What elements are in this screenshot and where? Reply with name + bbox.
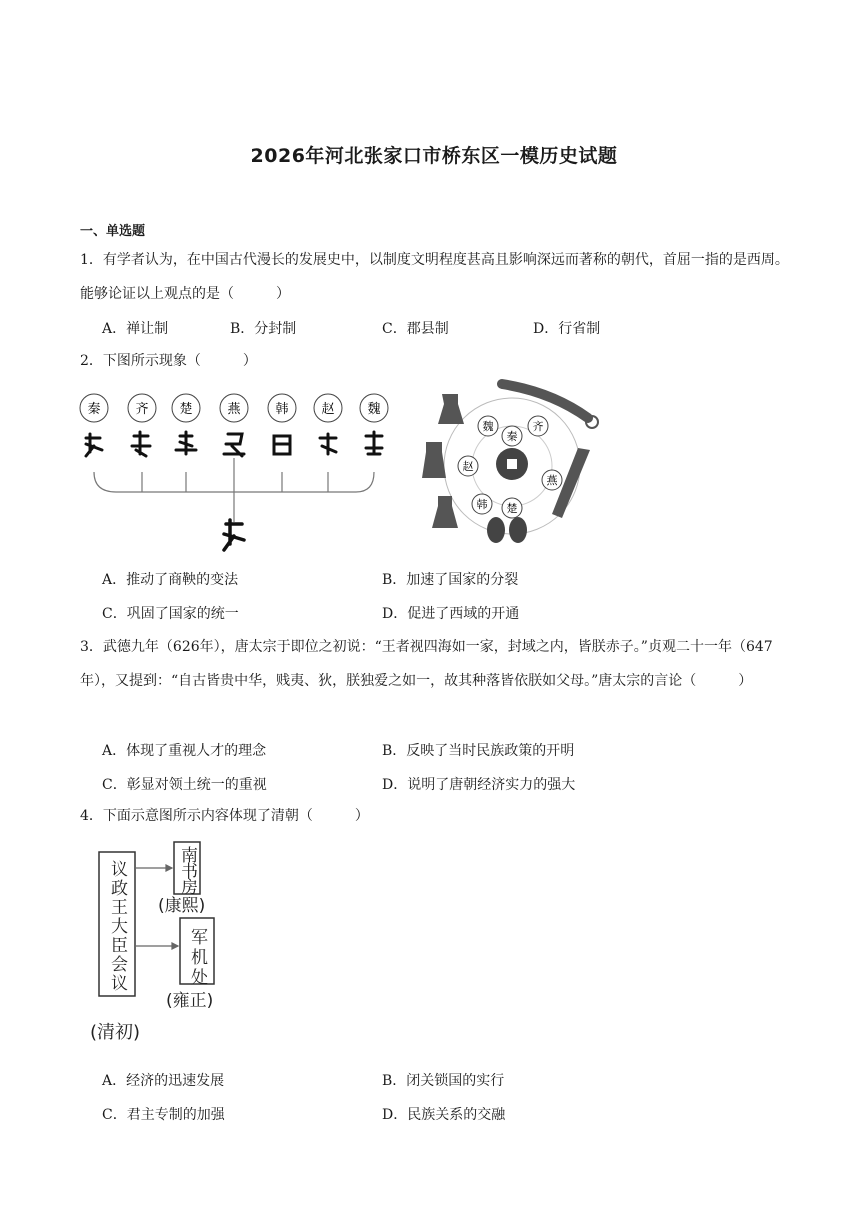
svg-text:赵: 赵 <box>321 402 335 417</box>
spade-coin-shape <box>438 394 464 424</box>
question-4-stem: 4．下面示意图所示内容体现了清朝（ ） <box>80 808 369 824</box>
q2-option-a[interactable]: A．推动了商鞅的变法 <box>102 572 239 588</box>
state-circle <box>80 394 108 422</box>
ring-state-label <box>478 416 498 436</box>
svg-text:韩: 韩 <box>275 402 289 417</box>
southern-study-text: 南书房 <box>177 846 197 894</box>
svg-text:秦: 秦 <box>87 402 101 417</box>
ring-state-label <box>458 456 478 476</box>
svg-text:魏: 魏 <box>482 420 494 433</box>
q4-option-c[interactable]: C．君主专制的加强 <box>102 1107 225 1123</box>
svg-text:韩: 韩 <box>476 498 488 511</box>
q1-option-d[interactable]: D．行省制 <box>533 321 601 337</box>
svg-text:楚: 楚 <box>179 402 193 417</box>
svg-text:赵: 赵 <box>462 460 474 473</box>
ancient-glyph-row <box>86 432 382 456</box>
svg-text:齐: 齐 <box>135 402 149 417</box>
q3-option-d[interactable]: D．说明了唐朝经济实力的强大 <box>382 777 576 793</box>
q1-option-c[interactable]: C．郡县制 <box>382 321 449 337</box>
q1-option-a[interactable]: A．禅让制 <box>102 321 169 337</box>
qing-institutions-diagram <box>80 838 250 1048</box>
unified-glyph <box>224 520 244 550</box>
q3-option-c[interactable]: C．彰显对领土统一的重视 <box>102 777 267 793</box>
q4-option-b[interactable]: B．闭关锁国的实行 <box>382 1073 505 1089</box>
q1-option-b[interactable]: B．分封制 <box>230 321 297 337</box>
page-title: 2026年河北张家口市桥东区一模历史试题 <box>250 145 618 167</box>
q3-option-a[interactable]: A．体现了重视人才的理念 <box>102 743 267 759</box>
svg-text:齐: 齐 <box>532 420 544 433</box>
state-circle <box>128 394 156 422</box>
q3-option-b[interactable]: B．反映了当时民族政策的开明 <box>382 743 575 759</box>
q4-option-d[interactable]: D．民族关系的交融 <box>382 1107 506 1123</box>
ant-nose-coin-shape <box>509 517 527 543</box>
svg-text:魏: 魏 <box>367 402 381 417</box>
svg-text:燕: 燕 <box>546 474 558 487</box>
spade-coin-shape <box>422 442 446 478</box>
state-circle <box>172 394 200 422</box>
q2-option-c[interactable]: C．巩固了国家的统一 <box>102 606 239 622</box>
knife-coin-shape <box>502 384 588 418</box>
q2-option-d[interactable]: D．促进了西域的开通 <box>382 606 520 622</box>
coins-unification-figure <box>412 378 612 550</box>
grand-council-text: 军机处 <box>187 928 207 988</box>
q4-option-a[interactable]: A．经济的迅速发展 <box>102 1073 225 1089</box>
ring-state-label <box>528 416 548 436</box>
ring-state-label <box>502 498 522 518</box>
early-qing-caption: (清初) <box>90 1022 141 1043</box>
svg-text:秦: 秦 <box>506 430 518 443</box>
ant-nose-coin-shape <box>487 517 505 543</box>
connector-lines <box>94 458 374 522</box>
state-circle <box>314 394 342 422</box>
kangxi-label: (康熙) <box>158 896 206 916</box>
ring-state-label <box>502 426 522 446</box>
question-3-stem: 3．武德九年（626年），唐太宗于即位之初说：“王者视四海如一家，封域之内，皆朕赤子。”贞观二十一年（647年），又提到：“自古皆贵中华，贱夷、狄，朕独爱之如一，故其种落皆依朕如父母。”唐太宗的言论（ ） <box>80 639 773 689</box>
state-circle <box>220 394 248 422</box>
q2-option-b[interactable]: B．加速了国家的分裂 <box>382 572 519 588</box>
svg-text:燕: 燕 <box>227 402 241 417</box>
svg-text:楚: 楚 <box>506 502 518 515</box>
scripts-unification-figure <box>76 388 396 556</box>
question-1-stem: 1．有学者认为，在中国古代漫长的发展史中，以制度文明程度甚高且影响深远而著称的朝代，首屈一指的是西周。能够论证以上观点的是（ ） <box>80 252 789 302</box>
section-heading: 一、单选题 <box>80 224 146 239</box>
state-circle <box>360 394 388 422</box>
state-circle <box>268 394 296 422</box>
council-text: 议政王大臣会议 <box>107 860 127 993</box>
ring-state-label <box>472 494 492 514</box>
ring-state-label <box>542 470 562 490</box>
yongzheng-label: (雍正) <box>166 991 214 1011</box>
question-2-stem: 2．下图所示现象（ ） <box>80 353 257 369</box>
